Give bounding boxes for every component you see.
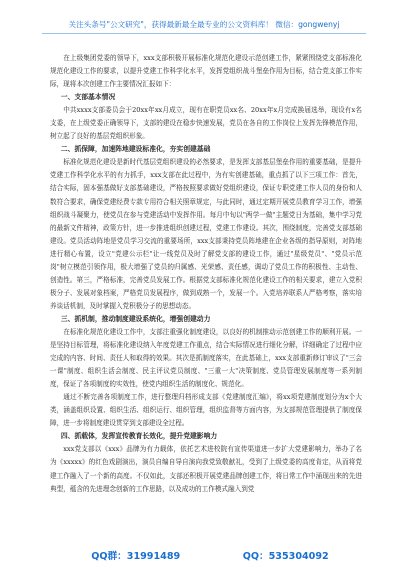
section-1-paragraph: 中共xxxx支部委员会于20xx年xx月成立，现有在职党员xx名、20xx年x月完成换届选举，现设有x名支委，在上级党委正确领导下，支部的建设在稳步快速发展，党员在各自的工作岗位上发挥先锋模范作用，树立起了良好的基层党组织形象。	[50, 106, 362, 141]
page-footer	[60, 548, 360, 562]
section-3-paragraph-1: 在标准化规范化建设工作中，支部注重强化制度建设，以良好的机制推动示范创建工作的顺利开展。一是坚持目标管理，将标准化建设纳入年度党建工作重点，结合实际情况进行细化分解，详细确定了过程中应完成的内容、时间、责任人和取得的效果。其次是抓制度落实，在此基础上，xxx支部重新修订审议了"三会一课"制度、组织生活会制度、民主评议党员制度、"三重一大"决策制度、党员管理发展制度等一系列制度，保证了各项制度的实效性，使党内组织生活的制度化、规范化。	[50, 327, 362, 389]
section-3-paragraph-2: 通过不断完善各项制度工作，进行整理归档形成支部《党建制度汇编》，将xx项党建制度划分为x个大类，涵盖组织设置、组织生活、组织运行、组织管理，组织监督等方面内容，为支部规范管理提供了制度保障，进一步将制度建设贯穿到支部建设全过程。	[50, 393, 362, 428]
intro-paragraph: 在上级集团党委的领导下，xxx支部积极开展标准化规范化建设示范创建工作，紧紧围绕党支部标准化规范化建设工作的要求，以提升党建工作科学化水平，发挥党组织战斗堡垒作用为目标，结合党支部工作实际，现将本次创建工作主要情况汇报如下：	[50, 54, 362, 89]
section-4-heading: 四、抓载体，发挥宣传教育长效化，提升党建影响力	[60, 432, 218, 441]
qq-contact-label: QQ：535304092	[242, 551, 329, 562]
header-divider	[42, 33, 366, 34]
qq-group-label: QQ群：31991489	[91, 551, 181, 562]
document-body	[50, 52, 362, 496]
page-header-banner: 关注头条号"公文研究"，获得最新最全最专业的公文资料库！ 微信：gongwenyj	[68, 20, 340, 29]
section-2-heading: 二、抓保障，加速阵地建设标准化，夯实创建基础	[60, 145, 211, 154]
section-2-paragraph: 标准化规范化建设是新时代基层党组织建设的必然要求，是发挥支部基层堡垒作用的重要基础，是提升党建工作科学化水平的有力抓手，xxx支部在此过程中，为有实创建基础，重点抓了以下三项工作：首先，结合实际，固本强基做好支部基础建设，严格按照要求做好党组织建设，保证专职党建工作人员的身份和人数符合要求，确保党建经费专款专用符合相关照章规定，与此同时，通过定期开展党员教育学习工作，增强组织战斗凝聚力，使党员在参与党建活动中发挥作用。每月中旬以"两学一做"主题党日为基础，集中学习党的最新文件精神，政策方针，进一步推进组织创建过程，党建工作建设。其次，围绕制度，完善党支部基础建设。党员活动阵地是党员学习交流的重要场所，xxx支部秉持党员阵地建在企业各级的指导原则，对阵地进行精心布置，设立"党建公示栏"让一线党员及时了解党支部的建设工作，通过"星级党员"、"党员示范岗"树立模范引领作用，极大增强了党员的归属感、光荣感、责任感，调动了党员工作的积极性、主动性、创造性。第三，严格标准，完善党员发展工作。根据党支部标准化规范化建设工作的相关要求，建立入党积极分子、发展对象档案，严格党员发展程序，做到成熟一个，发展一个。入党培养联系人严格考察，落实培养谈话机制，及时掌握入党积极分子的思想动态。	[50, 158, 362, 310]
section-3-heading: 三、抓机制，推动制度建设系统化，增强创建动力	[60, 314, 211, 323]
section-1-heading: 一、支部基本情况	[60, 93, 116, 102]
section-4-paragraph: xxx党支部以《xxx》品牌为有力载体，依托艺术进校院有宣传渠道进一步扩大党建影响力，举办了名为《xxxxx》的红色戏剧演出，演员自编自导自演向我党致敬献礼，受到了上级党委的高度肯定，从而将党建工作融入了一个新的高度。不仅如此，支部还积极开展党建品牌创建工作，将日常工作中涌现出来的先进典型，蕴含的先进理念创新的工作思路，以及成功的工作模式融入到党	[50, 445, 362, 493]
